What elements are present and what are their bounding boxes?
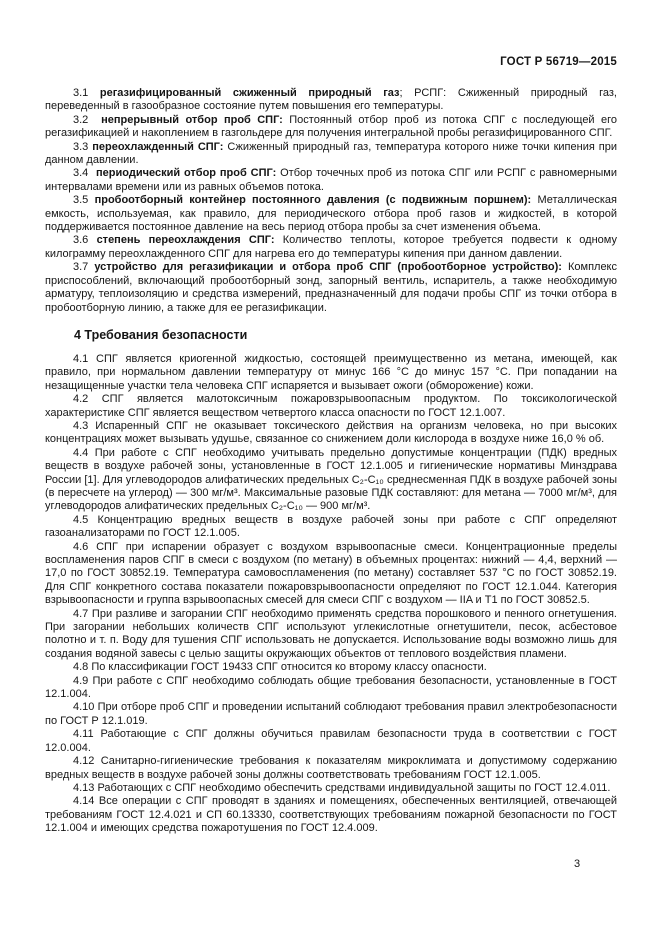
clause-3-1	[45, 87, 617, 114]
term-label: непрерывный отбор проб СПГ:	[101, 113, 283, 126]
term-definition: Постоянный отбор проб из потока СПГ с последующей его регазификацией и накоплением в газгольдере для получения интегральной пробы регазифицированного СПГ.	[45, 113, 617, 140]
clause-number: 3.6	[73, 234, 89, 247]
term-definition: ; РСПГ: Сжиженный природный газ, переведенный в газообразное состояние путем повышения его температуры.	[45, 87, 617, 113]
clause-number: 3.4	[73, 167, 93, 180]
term-definition: Металлическая емкость, используемая, как правило, для периодического отбора проб газов и жидкостей, в которой поддерживается постоянное давление на весь период отбора пробы за счет изменения объема.	[45, 194, 617, 234]
clause-3-4	[45, 167, 617, 194]
clause-number: 3.1	[73, 87, 89, 99]
clause-4-4: 4.4 При работе с СПГ необходимо учитывать предельно допустимые концентрации (ПДК) вредных веществ в воздухе рабочей зоны, установленные в ГОСТ 12.1.005 и гигиенические нормативы Минздрава России [1]. Для углеводородов алифатических предельных С₂-С₁₀ среднесменная ПДК в воздухе рабочей зоны (в пересчете на углерод) — 300 мг/м³. Максимальные разовые ПДК составляют: для метана — 7000 мг/м³, для углеводородов алифатических предельных С₂-С₁₀ — 900 мг/м³.	[45, 446, 617, 513]
document-body	[45, 87, 617, 836]
term-definition: Количество теплоты, которое требуется подвести к одному килограмму переохлажденного СПГ для нагрева его до температуры кипения при данном давлении.	[45, 234, 617, 260]
term-label: периодический отбор проб СПГ:	[96, 167, 277, 180]
clause-3-3	[45, 141, 617, 168]
clause-4-10: 4.10 При отборе проб СПГ и проведении испытаний соблюдают требования правил электробезопасности по ГОСТ Р 12.1.019.	[45, 701, 617, 727]
clause-number: 3.3	[73, 140, 89, 153]
clause-3-2	[45, 114, 617, 141]
clause-3-7	[45, 261, 617, 315]
term-label: пробоотборный контейнер постоянного давления (с подвижным поршнем):	[94, 194, 532, 207]
clause-3-6	[45, 234, 617, 261]
clause-4-7: 4.7 При разливе и загорании СПГ необходимо применять средства порошкового и пенного огнетушения. При загорании небольших количеств СПГ используют углекислотные огнетушители, песок, асбестовое полотно и т. п. Воду для тушения СПГ использовать не допускается. Использование воды возможно лишь для создания водяной завесы с целью защиты окружающих объектов от теплового воздействия пламени.	[45, 607, 617, 660]
clause-4-2: 4.2 СПГ является малотоксичным пожаровзрывоопасным продуктом. По токсикологической характеристике СПГ является веществом четвертого класса опасности по ГОСТ 12.1.007.	[45, 393, 617, 419]
clause-number: 3.5	[73, 194, 89, 207]
clause-4-9: 4.9 При работе с СПГ необходимо соблюдать общие требования безопасности, установленные в ГОСТ 12.1.004.	[45, 674, 617, 701]
clause-number: 3.2	[73, 113, 95, 126]
term-label: степень переохлаждения СПГ:	[96, 234, 275, 247]
clause-3-5	[45, 194, 617, 234]
page-number: 3	[574, 858, 581, 870]
term-label: устройство для регазификации и отбора проб СПГ (пробоотборное устройство):	[94, 261, 562, 274]
clause-4-5: 4.5 Концентрацию вредных веществ в воздухе рабочей зоны при работе с СПГ определяют газоанализаторами по ГОСТ 12.1.005.	[45, 513, 617, 540]
term-label: переохлажденный СПГ:	[92, 140, 224, 153]
term-definition: Комплекс приспособлений, включающий пробоотборный зонд, запорный вентиль, испаритель, а также необходимую арматуру, теплоизоляцию и средства измерений, предназначенный для подачи пробы СПГ из точки отбора в пробоотборную линию, а также для ее регазификации.	[45, 261, 617, 314]
section-4-title: 4 Требования безопасности	[74, 327, 248, 342]
term-definition: Отбор точечных проб из потока СПГ или РСПГ с равномерными интервалами времени или из равных объемов потока.	[45, 167, 617, 193]
clause-4-3: 4.3 Испаренный СПГ не оказывает токсического действия на организм человека, но при высоких концентрациях может вызывать удушье, связанное со снижением доли кислорода в воздухе ниже 16,0 % об.	[45, 419, 617, 446]
term-label: регазифицированный сжиженный природный газ	[99, 87, 400, 99]
clause-4-13: 4.13 Работающих с СПГ необходимо обеспечить средствами индивидуальной защиты по ГОСТ 12.4.011.	[73, 781, 611, 794]
clause-4-8: 4.8 По классификации ГОСТ 19433 СПГ относится ко второму классу опасности.	[73, 661, 487, 674]
clause-4-12: 4.12 Санитарно-гигиенические требования к показателям микроклимата и допустимому содержанию вредных веществ в воздухе рабочей зоны должны соответствовать требованиям ГОСТ 12.1.005.	[45, 755, 617, 781]
clause-4-6: 4.6 СПГ при испарении образует с воздухом взрывоопасные смеси. Концентрационные пределы воспламенения паров СПГ в смеси с воздухом (по метану) в объемных процентах: нижний — 4,4, верхний — 17,0 по ГОСТ 30852.19. Температура самовоспламенения (по метану) составляет 537 °С по ГОСТ 30852.19. Для СПГ конкретного состава показатели пожаровзрывоопасности определяют по ГОСТ 12.1.044. Категория взрывоопасности и группа взрывоопасных смесей для смеси СПГ с воздухом — IIA и Т1 по ГОСТ 30852.5.	[45, 540, 617, 607]
term-definition: Сжиженный природный газ, температура которого ниже точки кипения при данном давлении.	[45, 140, 617, 167]
clause-4-11: 4.11 Работающие с СПГ должны обучиться правилам безопасности труда в соответствии с ГОСТ 12.0.004.	[45, 728, 617, 754]
clause-number: 3.7	[73, 261, 89, 274]
clause-4-14: 4.14 Все операции с СПГ проводят в зданиях и помещениях, обеспеченных вентиляцией, отвечающей требованиям ГОСТ 12.4.021 и СП 60.13330, соответствующих требованиям пожарной безопасности по ГОСТ 12.1.004 и имеющих средства пожаротушения по ГОСТ 12.4.009.	[45, 795, 617, 835]
doc-code: ГОСТ Р 56719—2015	[500, 56, 617, 68]
clause-4-1: 4.1 СПГ является криогенной жидкостью, состоящей преимущественно из метана, имеющей, как правило, при нормальном давлении температуру от минус 166 °С до минус 157 °С. При попадании на незащищенные участки тела человека СПГ испаряется и вызывает ожоги (обморожение) кожи.	[45, 352, 617, 392]
document-header	[45, 56, 617, 69]
